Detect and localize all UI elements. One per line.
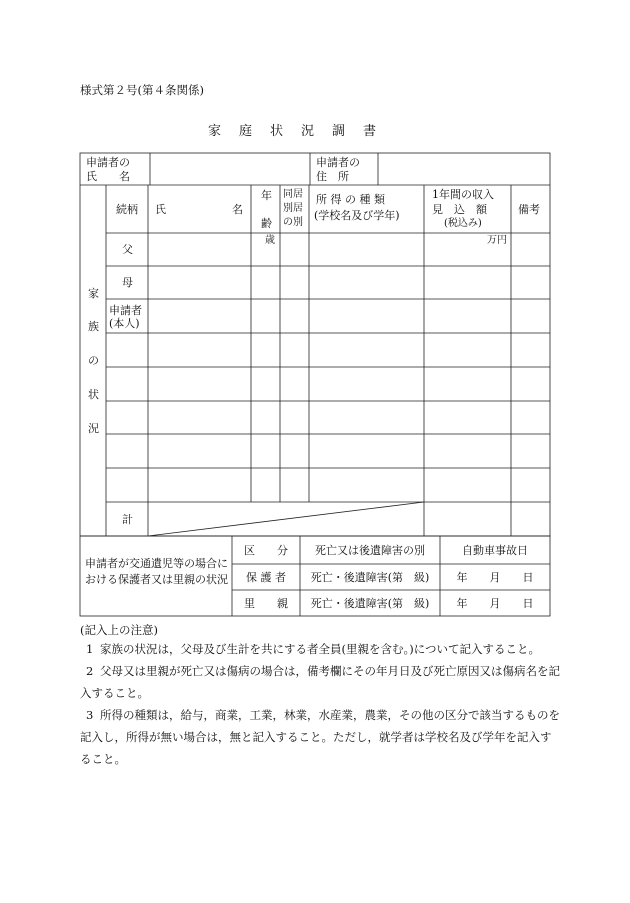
guardian-header-status: 死亡又は後遺障害の別 — [315, 544, 425, 557]
applicant-address-label-2: 住 所 — [316, 170, 349, 183]
col-relation-header: 続柄 — [116, 203, 138, 216]
note-number: 2 — [86, 664, 94, 678]
col-name-header: 氏 名 — [155, 203, 243, 216]
guardian-header-accident-date: 自動車事故日 — [462, 544, 528, 557]
col-income-type-header-1: 所 得 の 種 類 — [316, 193, 385, 206]
note-item-3 — [80, 704, 560, 770]
col-cohabit-header-1: 同居 — [283, 189, 303, 200]
guardian-row-category: 保 護 者 — [246, 571, 286, 584]
family-side-label-char: 族 — [88, 320, 99, 333]
note-item-2 — [80, 660, 560, 704]
family-side-label-char: 家 — [88, 287, 99, 300]
col-remarks-header: 備考 — [518, 203, 540, 216]
foster-row-status: 死亡・後遺障害(第 級) — [310, 597, 430, 610]
applicant-name-field[interactable] — [152, 155, 308, 183]
note-text: 所得の種類は，給与，商業，工業，林業，水産業，農業，その他の区分で該当するものを記入し，所得が無い場合は，無と記入すること。ただし，就学者は学校名及び学年を記入すること。 — [80, 708, 560, 766]
family-side-label-char: の — [88, 354, 99, 367]
col-income-header-2: 見 込 額 — [432, 203, 487, 216]
note-text: 父母又は里親が死亡又は傷病の場合は，備考欄にその年月日及び死亡原因又は傷病名を記入すること。 — [80, 664, 560, 700]
guardian-row-date: 年 月 日 — [456, 571, 534, 584]
title-char: 書 — [363, 124, 377, 139]
age-unit-label: 歳 — [265, 235, 275, 246]
guardian-section-label: 申請者が交通遺児等の場合における保護者又は里親の状況 — [85, 557, 228, 586]
note-text: 家族の状況は，父母及び生計を共にする者全員(里親を含む。)について記入すること。 — [100, 642, 540, 656]
foster-row-category: 里 親 — [244, 597, 288, 610]
title-char: 調 — [332, 124, 346, 139]
col-age-header-1: 年 — [261, 189, 272, 202]
notes-heading: (記入上の注意) — [80, 623, 158, 637]
row-relation-mother: 母 — [122, 276, 133, 289]
applicant-address-label: 申請者の — [316, 156, 360, 169]
applicant-name-label: 申請者の — [86, 156, 130, 169]
title-char: 家 — [208, 124, 222, 139]
title-char: 庭 — [239, 124, 253, 139]
col-cohabit-header-2: 別居 — [283, 203, 303, 214]
title-char: 況 — [301, 124, 315, 139]
family-side-label-char: 状 — [88, 388, 99, 401]
foster-row-date: 年 月 日 — [456, 597, 534, 610]
form-number-label: 様式第２号(第４条関係) — [80, 83, 204, 97]
col-cohabit-header-3: の別 — [283, 217, 303, 228]
col-income-header-3: (税込み) — [444, 218, 482, 229]
row-relation-father: 父 — [122, 243, 133, 256]
title-char: 状 — [270, 124, 284, 139]
family-side-label-char: 況 — [88, 422, 99, 435]
family-name-cell[interactable] — [149, 267, 250, 298]
note-number: 1 — [86, 642, 94, 656]
col-income-header-1: 1年間の収入 — [432, 188, 494, 201]
total-label: 計 — [122, 513, 133, 526]
applicant-address-field[interactable] — [380, 155, 548, 183]
guardian-header-category: 区 分 — [244, 544, 288, 557]
col-income-type-header-2: (学校名及び学年) — [314, 209, 400, 222]
guardian-row-status: 死亡・後遺障害(第 級) — [310, 571, 430, 584]
family-name-cell[interactable] — [149, 300, 250, 332]
income-unit-label: 万円 — [487, 235, 507, 246]
row-relation-applicant: 申請者 (本人) — [109, 304, 142, 330]
family-name-cell[interactable] — [149, 234, 250, 265]
note-item-1 — [80, 638, 560, 660]
applicant-name-label-2: 氏 名 — [86, 170, 130, 183]
note-number: 3 — [86, 708, 94, 722]
col-age-header-2: 齢 — [261, 217, 272, 230]
